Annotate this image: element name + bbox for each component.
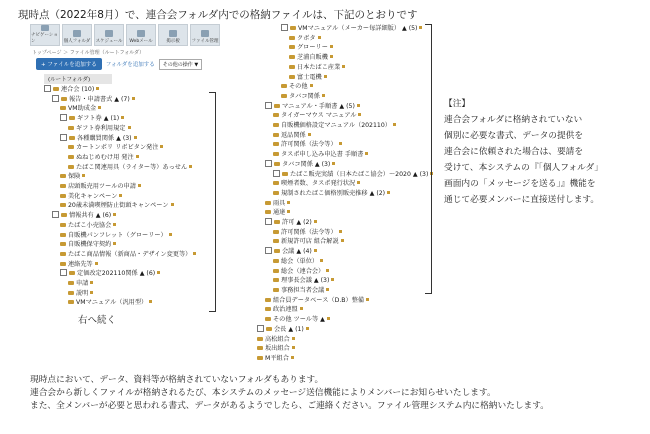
folder-icon xyxy=(273,133,279,137)
folder-label: 会長 ▲ (1) xyxy=(274,325,304,333)
folder-row[interactable] xyxy=(30,182,220,192)
folder-icon xyxy=(60,233,66,237)
folder-label: 店頭販売用ツールの申請 xyxy=(68,183,136,191)
folder-label: たばこ小売協会 xyxy=(68,221,112,229)
lock-icon xyxy=(121,116,124,119)
folder-row[interactable] xyxy=(243,257,433,267)
folder-icon xyxy=(265,210,271,214)
lock-icon xyxy=(113,213,116,216)
folder-icon xyxy=(60,106,66,110)
folder-icon xyxy=(265,201,271,205)
folder-label: 政治連盟 xyxy=(273,306,298,314)
folder-label: 雨具 xyxy=(273,199,286,207)
toolbar-icon xyxy=(41,25,49,31)
folder-icon xyxy=(60,223,66,227)
folder-label: 報告・申請書式 ▲ (7) xyxy=(69,95,130,103)
lock-icon xyxy=(171,203,174,206)
expand-toggle-icon[interactable] xyxy=(60,269,67,276)
folder-row[interactable] xyxy=(243,111,433,121)
folder-label: VM助成金 xyxy=(68,105,97,113)
lock-icon xyxy=(98,106,101,109)
folder-row[interactable] xyxy=(243,199,433,209)
continue-right-caption: 右へ続く xyxy=(78,315,117,326)
folder-icon xyxy=(273,259,279,263)
lock-icon xyxy=(419,26,422,29)
lock-icon xyxy=(308,133,311,136)
lock-icon xyxy=(358,113,361,116)
lock-icon xyxy=(90,291,93,294)
lock-icon xyxy=(306,327,309,330)
right-bracket xyxy=(425,24,432,294)
folder-label: 美化キャンペーン xyxy=(68,192,118,200)
folder-row[interactable] xyxy=(243,82,433,92)
lock-icon xyxy=(327,317,330,320)
folder-row[interactable] xyxy=(243,354,433,364)
add-folder-button[interactable]: フォルダを追加する xyxy=(105,62,155,68)
footer-line: また、全メンバーが必要と思われる書式、データがあるようでしたら、ご連絡ください。ファイル管理システム内に格納いたします。 xyxy=(30,401,549,411)
folder-label: 保険 xyxy=(68,173,81,181)
folder-row[interactable] xyxy=(30,124,220,134)
folder-row[interactable] xyxy=(243,160,433,170)
folder-icon xyxy=(68,281,74,285)
toolbar-label: ファイル管理 xyxy=(191,39,219,44)
folder-icon xyxy=(282,172,288,176)
folder-row[interactable] xyxy=(243,63,433,73)
footer-notes xyxy=(30,374,549,413)
folder-label: VMマニュアル（汎用型） xyxy=(76,299,148,307)
folder-icon xyxy=(273,191,279,195)
expand-toggle-icon[interactable] xyxy=(265,160,272,167)
folder-label: 許可 ▲ (2) xyxy=(282,219,312,227)
folder-icon xyxy=(60,184,66,188)
lock-icon xyxy=(326,269,329,272)
lock-icon xyxy=(339,230,342,233)
folder-icon xyxy=(60,174,66,178)
lock-icon xyxy=(322,94,325,97)
expand-toggle-icon[interactable] xyxy=(60,114,67,121)
folder-icon xyxy=(61,213,67,217)
folder-row[interactable] xyxy=(243,228,433,238)
lock-icon xyxy=(134,136,137,139)
folder-label: 自販機パンフレット（グローリー） xyxy=(68,231,167,239)
folder-label: 説明 xyxy=(76,289,89,297)
lock-icon xyxy=(366,298,369,301)
folder-label: 連合会 (10) xyxy=(61,86,95,93)
lock-icon xyxy=(365,152,368,155)
expand-toggle-icon[interactable] xyxy=(52,211,59,218)
lock-icon xyxy=(310,84,313,87)
folder-icon xyxy=(289,55,295,59)
lock-icon xyxy=(169,233,172,236)
add-file-button[interactable]: + ファイルを追加する xyxy=(36,58,102,70)
footer-line: 現時点において、データ、資料等が格納されていないフォルダもあります。 xyxy=(30,375,324,385)
toolbar-label: 個人フォルダ xyxy=(63,39,91,44)
toolbar-button[interactable] xyxy=(62,24,92,46)
folder-row[interactable] xyxy=(243,34,433,44)
folder-label: M平組合 xyxy=(265,354,289,362)
lock-icon xyxy=(138,184,141,187)
lock-icon xyxy=(82,174,85,177)
expand-toggle-icon[interactable] xyxy=(52,95,59,102)
lock-icon xyxy=(287,201,290,204)
folder-icon xyxy=(68,126,74,130)
lock-icon xyxy=(193,252,196,255)
folder-icon xyxy=(289,75,295,79)
folder-label: その他 ツール等 ▲ xyxy=(273,316,325,324)
folder-icon xyxy=(273,123,279,127)
folder-label: 定価改定202110関係 ▲ (6) xyxy=(77,270,156,278)
folder-label: 許可関係（法令等） xyxy=(281,228,337,236)
folder-label: VMマニュアル（メーカー毎詳細版） ▲ (5) xyxy=(298,25,418,32)
folder-tree-left xyxy=(30,85,220,308)
lock-icon xyxy=(90,281,93,284)
expand-toggle-icon[interactable] xyxy=(265,102,272,109)
note-box xyxy=(444,96,644,208)
folder-row[interactable] xyxy=(243,267,433,277)
toolbar-button[interactable] xyxy=(30,24,60,46)
page-title: 現時点（2022年8月）で、連合会フォルダ内での格納ファイルは、下記のとおりです xyxy=(18,9,418,21)
folder-row[interactable] xyxy=(243,189,433,199)
folder-row[interactable] xyxy=(30,85,220,95)
folder-icon xyxy=(68,165,74,169)
toolbar-icon xyxy=(169,30,177,37)
folder-row[interactable] xyxy=(243,208,433,218)
folder-row[interactable] xyxy=(30,289,220,299)
expand-toggle-icon[interactable] xyxy=(265,247,272,254)
toolbar-label: スケジュール xyxy=(95,39,123,44)
lock-icon xyxy=(291,356,294,359)
folder-row[interactable] xyxy=(243,170,433,180)
toolbar-button[interactable] xyxy=(190,24,220,46)
folder-icon xyxy=(266,327,272,331)
folder-icon xyxy=(281,94,287,98)
folder-label: 総会（単位） xyxy=(281,257,319,265)
lock-icon xyxy=(149,300,152,303)
toolbar-icon xyxy=(105,30,113,37)
folder-icon xyxy=(273,181,279,185)
breadcrumb[interactable]: トップページ ＞ ファイル管理（ルートフォルダ） xyxy=(32,50,145,56)
folder-label: 富士電機 xyxy=(297,73,322,81)
folder-row[interactable] xyxy=(30,95,220,105)
folder-icon xyxy=(61,97,67,101)
folder-icon xyxy=(265,307,271,311)
folder-label: 日本たばこ産業 xyxy=(297,63,341,71)
lock-icon xyxy=(318,36,321,39)
folder-icon xyxy=(60,262,66,266)
lock-icon xyxy=(189,165,192,168)
folder-row[interactable] xyxy=(243,179,433,189)
folder-row[interactable] xyxy=(243,131,433,141)
folder-label: たばこ販売実績（日本たばこ協会）～2020 ▲ (3) xyxy=(290,170,429,178)
folder-icon xyxy=(60,194,66,198)
folder-row[interactable] xyxy=(243,53,433,63)
folder-row[interactable] xyxy=(30,114,220,124)
lock-icon xyxy=(95,262,98,265)
folder-label: 自販機価格設定マニュアル（202110） xyxy=(281,122,391,130)
lock-icon xyxy=(136,155,139,158)
folder-label: 通達 xyxy=(273,209,286,217)
lock-icon xyxy=(332,162,335,165)
folder-label: 事務担当者会議 xyxy=(281,286,325,294)
folder-row[interactable] xyxy=(243,247,433,257)
folder-row[interactable] xyxy=(243,218,433,228)
folder-row[interactable] xyxy=(30,221,220,231)
folder-row[interactable] xyxy=(243,276,433,286)
note-line: 受けて、本システムの『「個人フォルダ」 xyxy=(444,163,603,173)
folder-row[interactable] xyxy=(30,153,220,163)
folder-icon xyxy=(273,278,279,282)
folder-icon xyxy=(274,220,280,224)
folder-label: 連絡先等 xyxy=(68,260,93,268)
lock-icon xyxy=(357,104,360,107)
lock-icon xyxy=(300,307,303,310)
folder-row[interactable] xyxy=(243,335,433,345)
folder-label: 会議 ▲ (4) xyxy=(282,248,312,256)
folder-label: 新規許可店 組合解説 xyxy=(281,238,339,246)
folder-icon xyxy=(289,65,295,69)
folder-icon xyxy=(257,337,263,341)
folder-label: タバコ関係 xyxy=(289,92,320,100)
toolbar-button[interactable] xyxy=(158,24,188,46)
lock-icon xyxy=(292,346,295,349)
folder-row[interactable] xyxy=(30,172,220,182)
folder-icon xyxy=(60,252,66,256)
folder-row[interactable] xyxy=(30,260,220,270)
folder-row[interactable] xyxy=(243,24,433,34)
file-manager-screenshot-left xyxy=(30,24,220,310)
folder-icon xyxy=(257,356,263,360)
footer-line: 連合会から新しくファイルが格納されるたび、本システムのメッセージ送信機能によりメンバーにお知らせいたします。 xyxy=(30,388,496,398)
folder-icon xyxy=(273,113,279,117)
folder-row[interactable] xyxy=(243,73,433,83)
folder-row[interactable] xyxy=(243,102,433,112)
folder-icon xyxy=(273,142,279,146)
root-folder[interactable]: (ルートフォルダ) xyxy=(44,74,112,84)
folder-label: 各種購買関係 ▲ (3) xyxy=(77,134,132,142)
expand-toggle-icon[interactable] xyxy=(273,170,280,177)
folder-icon xyxy=(68,291,74,295)
folder-row[interactable] xyxy=(243,140,433,150)
expand-toggle-icon[interactable] xyxy=(257,325,264,332)
toolbar-label: ナビゲーション xyxy=(31,33,58,44)
folder-icon xyxy=(273,152,279,156)
folder-label: 許可関係（法令等） xyxy=(281,141,337,149)
folder-label: ギフト券利用規定 xyxy=(76,124,126,132)
folder-row[interactable] xyxy=(243,296,433,306)
folder-row[interactable] xyxy=(30,298,220,308)
folder-row[interactable] xyxy=(30,269,220,279)
folder-icon xyxy=(274,162,280,166)
folder-label: 高松組合 xyxy=(265,335,290,343)
folder-icon xyxy=(273,239,279,243)
lock-icon xyxy=(292,337,295,340)
folder-row[interactable] xyxy=(243,237,433,247)
lock-icon xyxy=(96,87,99,90)
folder-label: グローリー xyxy=(297,44,328,52)
folder-label: マニュアル・手順書 ▲ (5) xyxy=(282,102,355,110)
folder-row[interactable] xyxy=(30,201,220,211)
toolbar-label: 掲示板 xyxy=(166,39,180,44)
other-actions-select[interactable]: その他の操作 ▼ xyxy=(159,59,202,70)
toolbar-button[interactable] xyxy=(94,24,124,46)
folder-row[interactable] xyxy=(243,305,433,315)
note-heading: 【注】 xyxy=(444,99,471,109)
folder-label: 規制されたばこ価格別販売推移 ▲ (2) xyxy=(281,189,386,197)
folder-row[interactable] xyxy=(243,150,433,160)
folder-label: 坂出組合 xyxy=(265,345,290,353)
folder-icon xyxy=(265,317,271,321)
lock-icon xyxy=(113,242,116,245)
folder-icon xyxy=(289,36,295,40)
left-bracket xyxy=(209,92,216,312)
toolbar-icon xyxy=(201,30,209,37)
lock-icon xyxy=(320,259,323,262)
expand-toggle-icon[interactable] xyxy=(281,24,288,31)
note-line: 連合会に依頼された場合は、要請を xyxy=(444,147,583,157)
folder-row[interactable] xyxy=(30,143,220,153)
lock-icon xyxy=(330,55,333,58)
lock-icon xyxy=(357,181,360,184)
folder-label: 組合員データベース（D.B）整備 xyxy=(273,296,365,304)
folder-label: 20歳未満喫煙防止街頭キャンペーン xyxy=(68,202,169,210)
toolbar-button[interactable] xyxy=(126,24,156,46)
folder-icon xyxy=(273,288,279,292)
folder-label: 申請 xyxy=(76,280,89,288)
folder-icon xyxy=(289,45,295,49)
folder-label: タスポ申し込み申込書 手順書 xyxy=(281,151,364,159)
lock-icon xyxy=(113,223,116,226)
note-line: 画面内の「メッセージを送る」』機能を xyxy=(444,179,596,189)
note-line: 連合会フォルダに格納されていない xyxy=(444,115,583,125)
lock-icon xyxy=(330,45,333,48)
folder-icon xyxy=(281,84,287,88)
folder-label: 情報共有 ▲ (6) xyxy=(69,212,112,220)
folder-row[interactable] xyxy=(30,250,220,260)
folder-label: タイガーマウス マニュアル xyxy=(281,112,357,120)
folder-label: カートンボリ リボビタン発注 xyxy=(76,144,159,152)
toolbar-icon xyxy=(73,30,81,37)
file-actions xyxy=(36,58,220,70)
folder-row[interactable] xyxy=(243,92,433,102)
folder-icon xyxy=(290,26,296,30)
folder-icon xyxy=(60,242,66,246)
lock-icon xyxy=(342,65,345,68)
lock-icon xyxy=(393,123,396,126)
folder-row[interactable] xyxy=(243,43,433,53)
folder-label: 喫煙者数、タスポ発行状況 xyxy=(281,180,356,188)
file-manager-screenshot-right xyxy=(243,24,433,364)
folder-label: ぬねじめむけ用 発注 xyxy=(76,153,134,161)
folder-label: その他 xyxy=(289,83,308,91)
folder-row[interactable] xyxy=(30,231,220,241)
expand-toggle-icon[interactable] xyxy=(265,218,272,225)
lock-icon xyxy=(326,288,329,291)
lock-icon xyxy=(132,97,135,100)
folder-row[interactable] xyxy=(30,240,220,250)
folder-row[interactable] xyxy=(30,211,220,221)
folder-row[interactable] xyxy=(30,134,220,144)
folder-row[interactable] xyxy=(30,104,220,114)
folder-label: 理事長会議 ▲ (3) xyxy=(281,277,330,285)
folder-row[interactable] xyxy=(243,315,433,325)
expand-toggle-icon[interactable] xyxy=(60,134,67,141)
lock-icon xyxy=(339,142,342,145)
folder-icon xyxy=(69,136,75,140)
folder-icon xyxy=(68,145,74,149)
lock-icon xyxy=(331,278,334,281)
folder-icon xyxy=(274,249,280,253)
folder-row[interactable] xyxy=(30,279,220,289)
folder-icon xyxy=(273,269,279,273)
app-toolbar xyxy=(30,24,220,46)
lock-icon xyxy=(287,210,290,213)
folder-label: ギフト券 ▲ (1) xyxy=(77,115,120,123)
expand-toggle-icon[interactable] xyxy=(44,85,51,92)
folder-icon xyxy=(257,346,263,350)
folder-row[interactable] xyxy=(243,286,433,296)
lock-icon xyxy=(128,126,131,129)
folder-icon xyxy=(274,104,280,108)
folder-icon xyxy=(273,230,279,234)
folder-row[interactable] xyxy=(30,163,220,173)
lock-icon xyxy=(314,220,317,223)
folder-label: 芝浦自販機 xyxy=(297,54,328,62)
folder-tree-right xyxy=(243,24,433,364)
lock-icon xyxy=(119,194,122,197)
folder-row[interactable] xyxy=(243,121,433,131)
folder-label: たばこ商品情報（新商品・デザイン変更等） xyxy=(68,250,192,258)
lock-icon xyxy=(324,75,327,78)
folder-icon xyxy=(53,87,59,91)
toolbar-icon xyxy=(137,30,145,37)
note-line: 通じて必要メンバーに直接送付します。 xyxy=(444,195,600,205)
folder-row[interactable] xyxy=(243,325,433,335)
folder-label: たばこ関連用具（ライター等）あっせん xyxy=(76,163,188,171)
lock-icon xyxy=(157,271,160,274)
folder-icon xyxy=(69,116,75,120)
lock-icon xyxy=(160,145,163,148)
folder-row[interactable] xyxy=(30,192,220,202)
folder-icon xyxy=(60,203,66,207)
folder-icon xyxy=(68,300,74,304)
toolbar-label: Webメール xyxy=(129,39,153,44)
folder-label: 返品関係 xyxy=(281,131,306,139)
note-line: 個別に必要な書式、データの提供を xyxy=(444,131,583,141)
folder-label: 自販機保守契約 xyxy=(68,241,112,249)
folder-icon xyxy=(68,155,74,159)
folder-icon xyxy=(265,298,271,302)
lock-icon xyxy=(387,191,390,194)
folder-row[interactable] xyxy=(243,344,433,354)
lock-icon xyxy=(341,239,344,242)
lock-icon xyxy=(314,249,317,252)
folder-label: クボタ xyxy=(297,34,316,42)
folder-label: タバコ関係 ▲ (3) xyxy=(282,160,331,168)
folder-label: 総会（連合会） xyxy=(281,267,325,275)
folder-icon xyxy=(69,271,75,275)
